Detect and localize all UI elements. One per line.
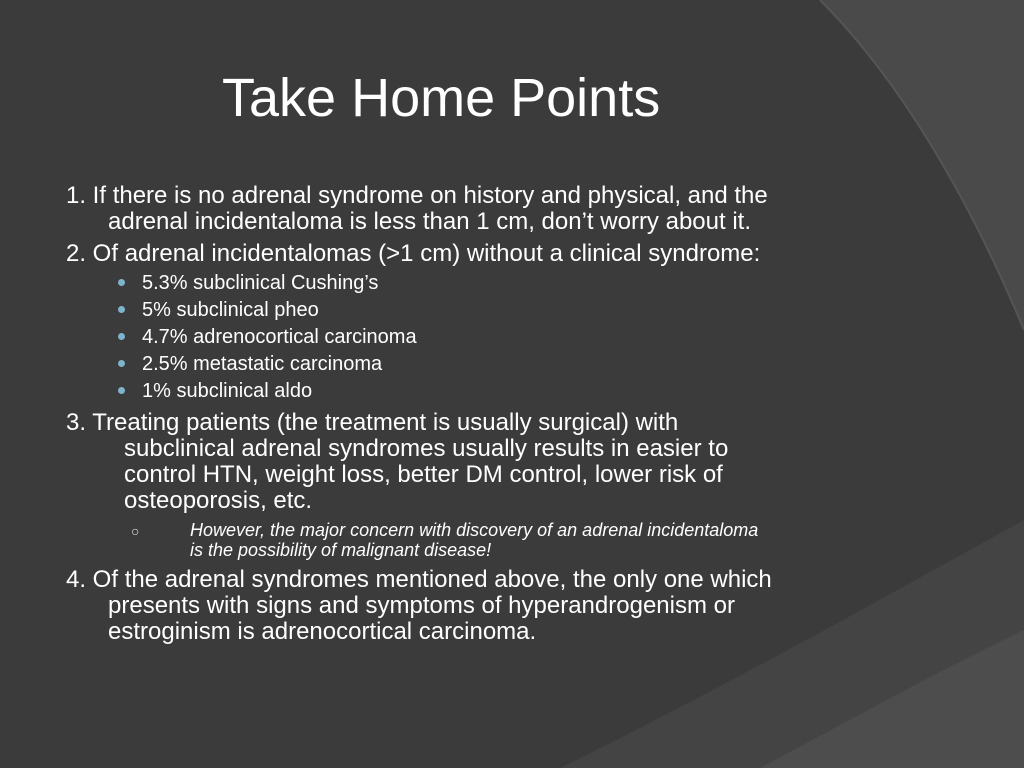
point-4-line-2: presents with signs and symptoms of hyperandrogenism or	[108, 592, 735, 619]
bullet-dot-icon	[118, 387, 125, 394]
bullet-item: 1% subclinical aldo	[142, 380, 313, 402]
bullet-dot-icon	[118, 333, 125, 340]
circle-bullet-icon: ○	[131, 523, 140, 539]
point-4-line-1: 4. Of the adrenal syndromes mentioned above, the only one which	[66, 566, 772, 593]
point-3-line-2: subclinical adrenal syndromes usually results in easier to	[124, 435, 729, 462]
bullet-item: 5% subclinical pheo	[142, 299, 319, 321]
bullet-dot-icon	[118, 306, 125, 313]
bullet-item: 5.3% subclinical Cushing’s	[142, 272, 379, 294]
bullet-item: 4.7% adrenocortical carcinoma	[142, 326, 417, 348]
point-2-line-1: 2. Of adrenal incidentalomas (>1 cm) without a clinical syndrome:	[66, 240, 761, 267]
point-1-line-2: adrenal incidentaloma is less than 1 cm, don’t worry about it.	[108, 208, 751, 235]
bullet-dot-icon	[118, 360, 125, 367]
slide-title: Take Home Points	[222, 68, 661, 128]
point-1-line-1: 1. If there is no adrenal syndrome on history and physical, and the	[66, 182, 768, 209]
note-line-1: However, the major concern with discovery of an adrenal incidentaloma	[190, 520, 759, 540]
bullet-dot-icon	[118, 279, 125, 286]
point-4-line-3: estroginism is adrenocortical carcinoma.	[108, 618, 537, 645]
point-3-line-4: osteoporosis, etc.	[124, 487, 313, 514]
bullet-item: 2.5% metastatic carcinoma	[142, 353, 383, 375]
note-line-2: is the possibility of malignant disease!	[190, 540, 492, 560]
point-3-line-1: 3. Treating patients (the treatment is usually surgical) with	[66, 409, 679, 436]
point-3-line-3: control HTN, weight loss, better DM control, lower risk of	[124, 461, 723, 488]
